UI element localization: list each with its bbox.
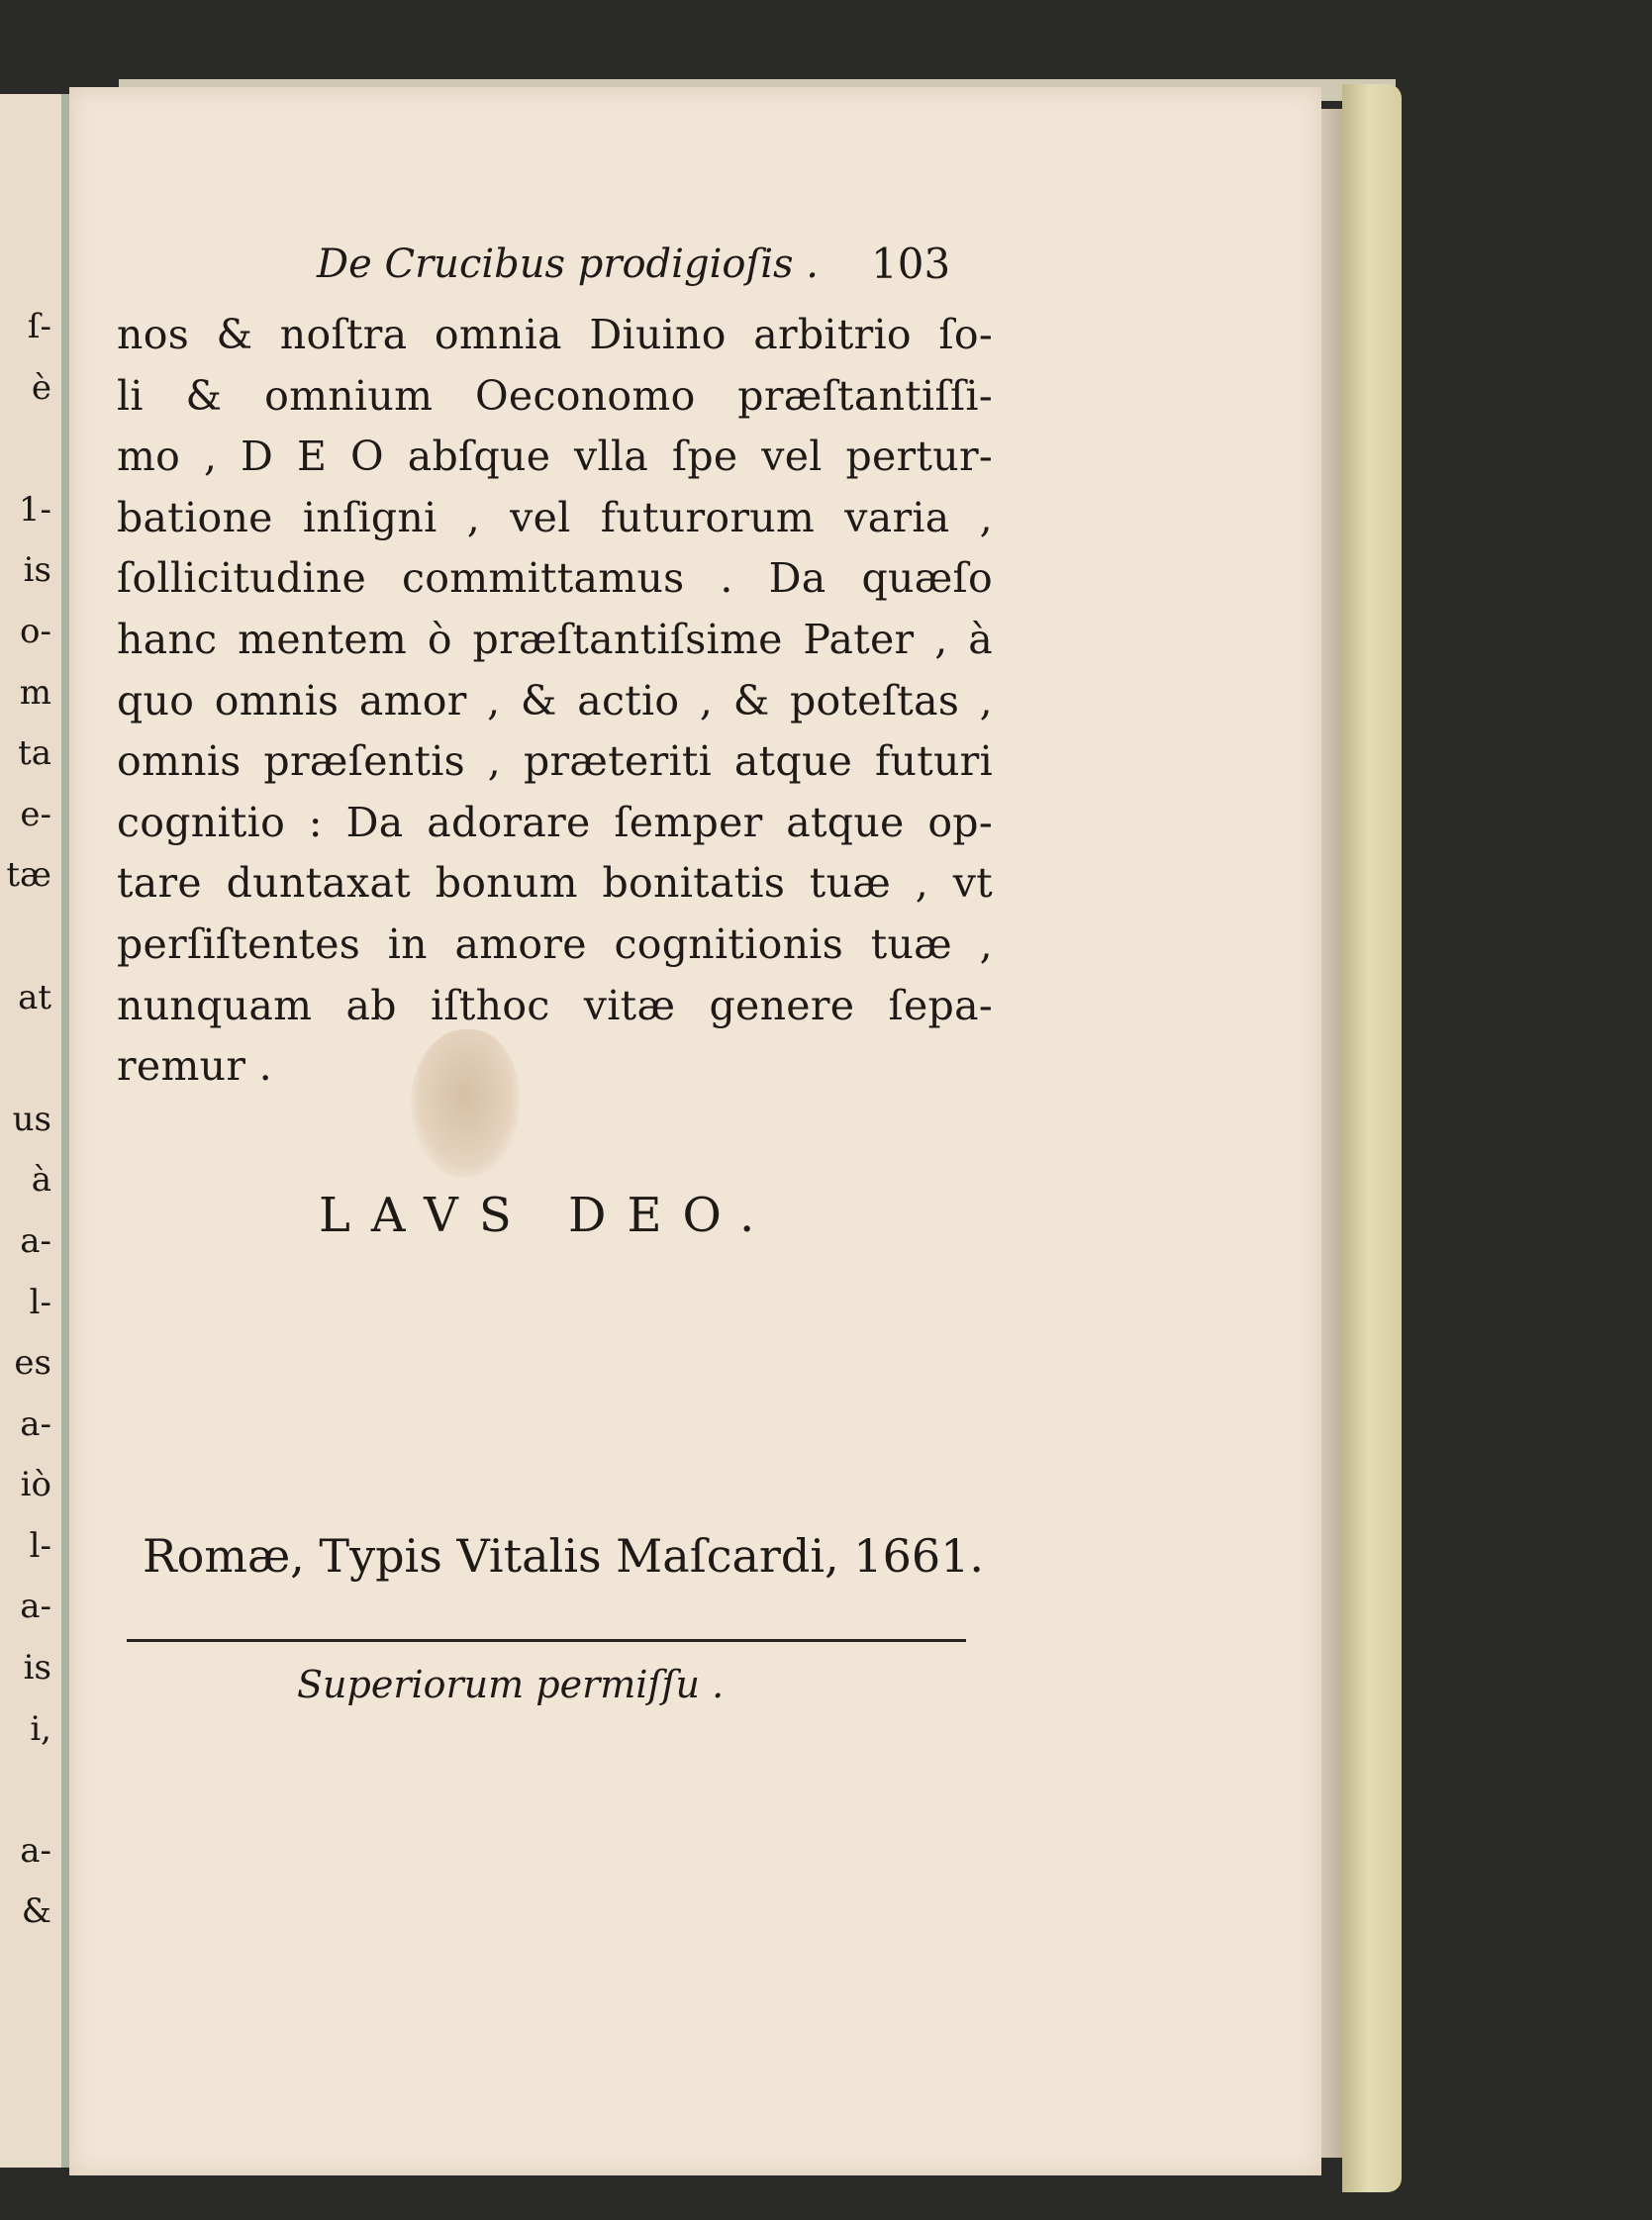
facing-fragment: is [23, 1648, 51, 1689]
facing-fragment: ſ- [27, 307, 51, 346]
facing-fragment: o- [20, 611, 51, 651]
facing-fragment: a- [20, 1587, 51, 1627]
facing-page-text-fragments [0, 297, 51, 1943]
facing-fragment: e- [20, 794, 51, 834]
facing-fragment: 1- [18, 489, 51, 530]
imprint-line: Romæ, Typis Vitalis Maſcardi, 1661. [143, 1529, 984, 1583]
text-line: li & omnium Oeconomo præſtantiſſi- [117, 371, 993, 420]
facing-fragment: à [31, 1160, 51, 1201]
facing-fragment [0, 907, 51, 968]
facing-fragment: & [21, 1891, 51, 1932]
text-line: omnis præſentis , præteriti atque futuri [117, 737, 993, 786]
facing-fragment: es [14, 1343, 51, 1384]
text-line: remur . [117, 1042, 272, 1091]
facing-fragment: us [12, 1099, 51, 1139]
facing-fragment: l- [29, 1282, 51, 1322]
facing-fragment: tæ [6, 855, 51, 896]
book-cover-right [1342, 84, 1402, 2192]
facing-fragment: i, [30, 1708, 51, 1749]
text-line: batione inſigni , vel futurorum varia , [117, 493, 993, 541]
text-line: mo , D E O abſque vlla ſpe vel pertur- [117, 433, 993, 481]
text-line: nos & noſtra omnia Diuino arbitrio ſo- [117, 311, 993, 358]
facing-fragment: iò [20, 1465, 51, 1505]
text-line: quo omnis amor , & actio , & poteſtas , [117, 676, 993, 724]
facing-fragment: è [31, 367, 51, 408]
running-head-title: De Crucibus prodigioſis . [317, 241, 819, 287]
text-line: hanc mentem ò præſtantiſsime Pater , à [117, 615, 993, 663]
page-number: 103 [871, 240, 951, 288]
facing-fragment: a- [20, 1220, 51, 1261]
horizontal-rule [127, 1639, 966, 1642]
facing-fragment: ta [18, 733, 51, 774]
text-line: perſiſtentes in amore cognitionis tuæ , [117, 919, 993, 968]
text-line: ſollicitudine committamus . Da quæſo [117, 554, 993, 603]
facing-fragment [0, 1760, 51, 1821]
text-line: nunquam ab iſthoc vitæ genere ſepa- [117, 981, 993, 1029]
body-text [117, 305, 993, 1098]
facing-fragment: is [23, 550, 51, 591]
text-line: tare duntaxat bonum bonitatis tuæ , vt [117, 859, 993, 908]
facing-fragment [0, 1028, 51, 1090]
permission-line: Superiorum permiſſu . [297, 1663, 725, 1706]
closing-laus-deo: LAVS DEO. [319, 1188, 776, 1243]
facing-fragment [0, 419, 51, 480]
facing-fragment: at [18, 977, 51, 1017]
facing-fragment: a- [20, 1403, 51, 1444]
facing-fragment: l- [29, 1525, 51, 1566]
facing-fragment: a- [20, 1830, 51, 1871]
facing-fragment: m [19, 672, 51, 713]
text-line: cognitio : Da adorare ſemper atque op- [117, 798, 993, 846]
